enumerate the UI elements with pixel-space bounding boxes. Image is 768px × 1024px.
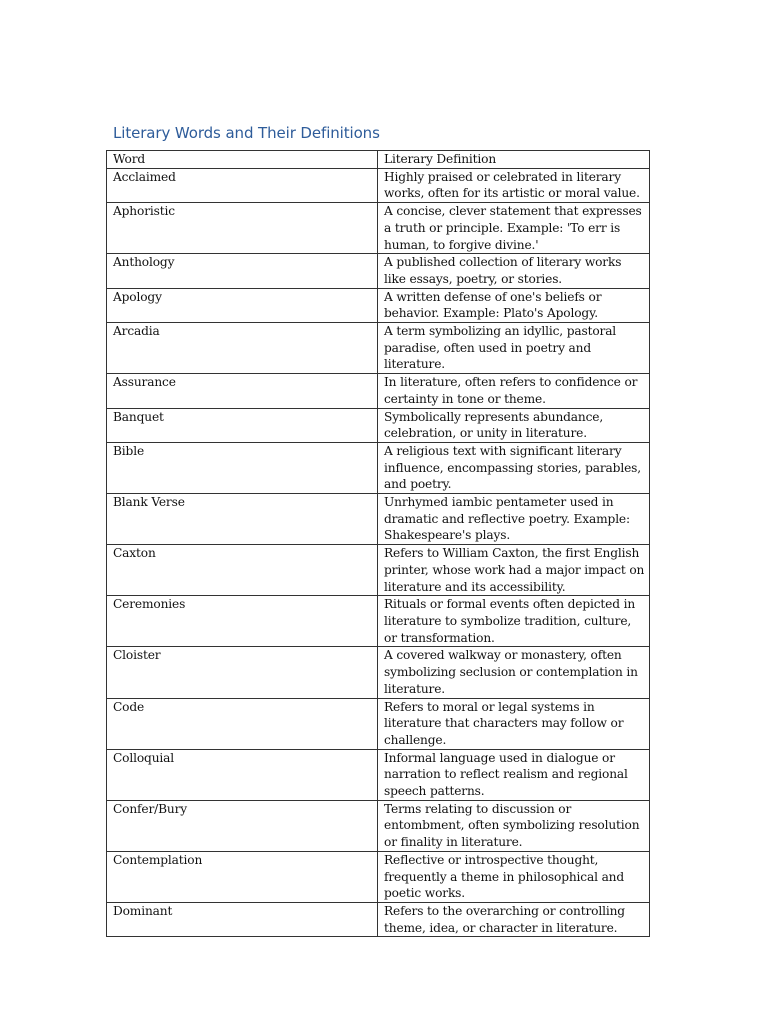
- column-header-definition: Literary Definition: [378, 151, 650, 169]
- word-cell: Arcadia: [107, 323, 378, 374]
- table-row: [107, 698, 650, 749]
- word-cell: Banquet: [107, 408, 378, 442]
- definition-cell: Refers to William Caxton, the first English printer, whose work had a major impact on literature and its accessibility.: [378, 545, 650, 596]
- word-cell: Anthology: [107, 254, 378, 288]
- table-row: [107, 851, 650, 902]
- word-cell: Colloquial: [107, 749, 378, 800]
- table-row: [107, 596, 650, 647]
- word-cell: Blank Verse: [107, 494, 378, 545]
- definitions-table: [106, 150, 650, 937]
- table-row: [107, 800, 650, 851]
- definition-cell: Rituals or formal events often depicted in literature to symbolize tradition, culture, or transformation.: [378, 596, 650, 647]
- table-row: [107, 749, 650, 800]
- table-row: [107, 408, 650, 442]
- definition-cell: A term symbolizing an idyllic, pastoral paradise, often used in poetry and literature.: [378, 323, 650, 374]
- table-row: [107, 494, 650, 545]
- table-row: [107, 203, 650, 254]
- document-title: Literary Words and Their Definitions: [113, 124, 380, 142]
- table-row: [107, 545, 650, 596]
- definition-cell: A published collection of literary works like essays, poetry, or stories.: [378, 254, 650, 288]
- column-header-word: Word: [107, 151, 378, 169]
- table-row: [107, 254, 650, 288]
- word-cell: Apology: [107, 288, 378, 322]
- definition-cell: Refers to the overarching or controlling theme, idea, or character in literature.: [378, 902, 650, 936]
- table-body: [107, 168, 650, 937]
- table-row: [107, 374, 650, 408]
- table-row: [107, 168, 650, 202]
- word-cell: Confer/Bury: [107, 800, 378, 851]
- word-cell: Contemplation: [107, 851, 378, 902]
- definition-cell: Reflective or introspective thought, frequently a theme in philosophical and poetic works.: [378, 851, 650, 902]
- definition-cell: A religious text with significant literary influence, encompassing stories, parables, and poetry.: [378, 442, 650, 493]
- table-row: [107, 647, 650, 698]
- table-row: [107, 902, 650, 936]
- table-row: [107, 323, 650, 374]
- definition-cell: Terms relating to discussion or entombment, often symbolizing resolution or finality in literature.: [378, 800, 650, 851]
- table-row: [107, 442, 650, 493]
- definition-cell: A written defense of one's beliefs or behavior. Example: Plato's Apology.: [378, 288, 650, 322]
- table-header-row: [107, 151, 650, 169]
- word-cell: Caxton: [107, 545, 378, 596]
- word-cell: Assurance: [107, 374, 378, 408]
- word-cell: Aphoristic: [107, 203, 378, 254]
- word-cell: Dominant: [107, 902, 378, 936]
- word-cell: Acclaimed: [107, 168, 378, 202]
- word-cell: Code: [107, 698, 378, 749]
- definition-cell: In literature, often refers to confidence or certainty in tone or theme.: [378, 374, 650, 408]
- definition-cell: Informal language used in dialogue or narration to reflect realism and regional speech patterns.: [378, 749, 650, 800]
- word-cell: Cloister: [107, 647, 378, 698]
- definition-cell: Unrhymed iambic pentameter used in dramatic and reflective poetry. Example: Shakespeare's plays.: [378, 494, 650, 545]
- definition-cell: Highly praised or celebrated in literary works, often for its artistic or moral value.: [378, 168, 650, 202]
- table-row: [107, 288, 650, 322]
- word-cell: Ceremonies: [107, 596, 378, 647]
- word-cell: Bible: [107, 442, 378, 493]
- definition-cell: A concise, clever statement that expresses a truth or principle. Example: 'To err is human, to forgive divine.': [378, 203, 650, 254]
- definition-cell: A covered walkway or monastery, often symbolizing seclusion or contemplation in literature.: [378, 647, 650, 698]
- definition-cell: Refers to moral or legal systems in literature that characters may follow or challenge.: [378, 698, 650, 749]
- definition-cell: Symbolically represents abundance, celebration, or unity in literature.: [378, 408, 650, 442]
